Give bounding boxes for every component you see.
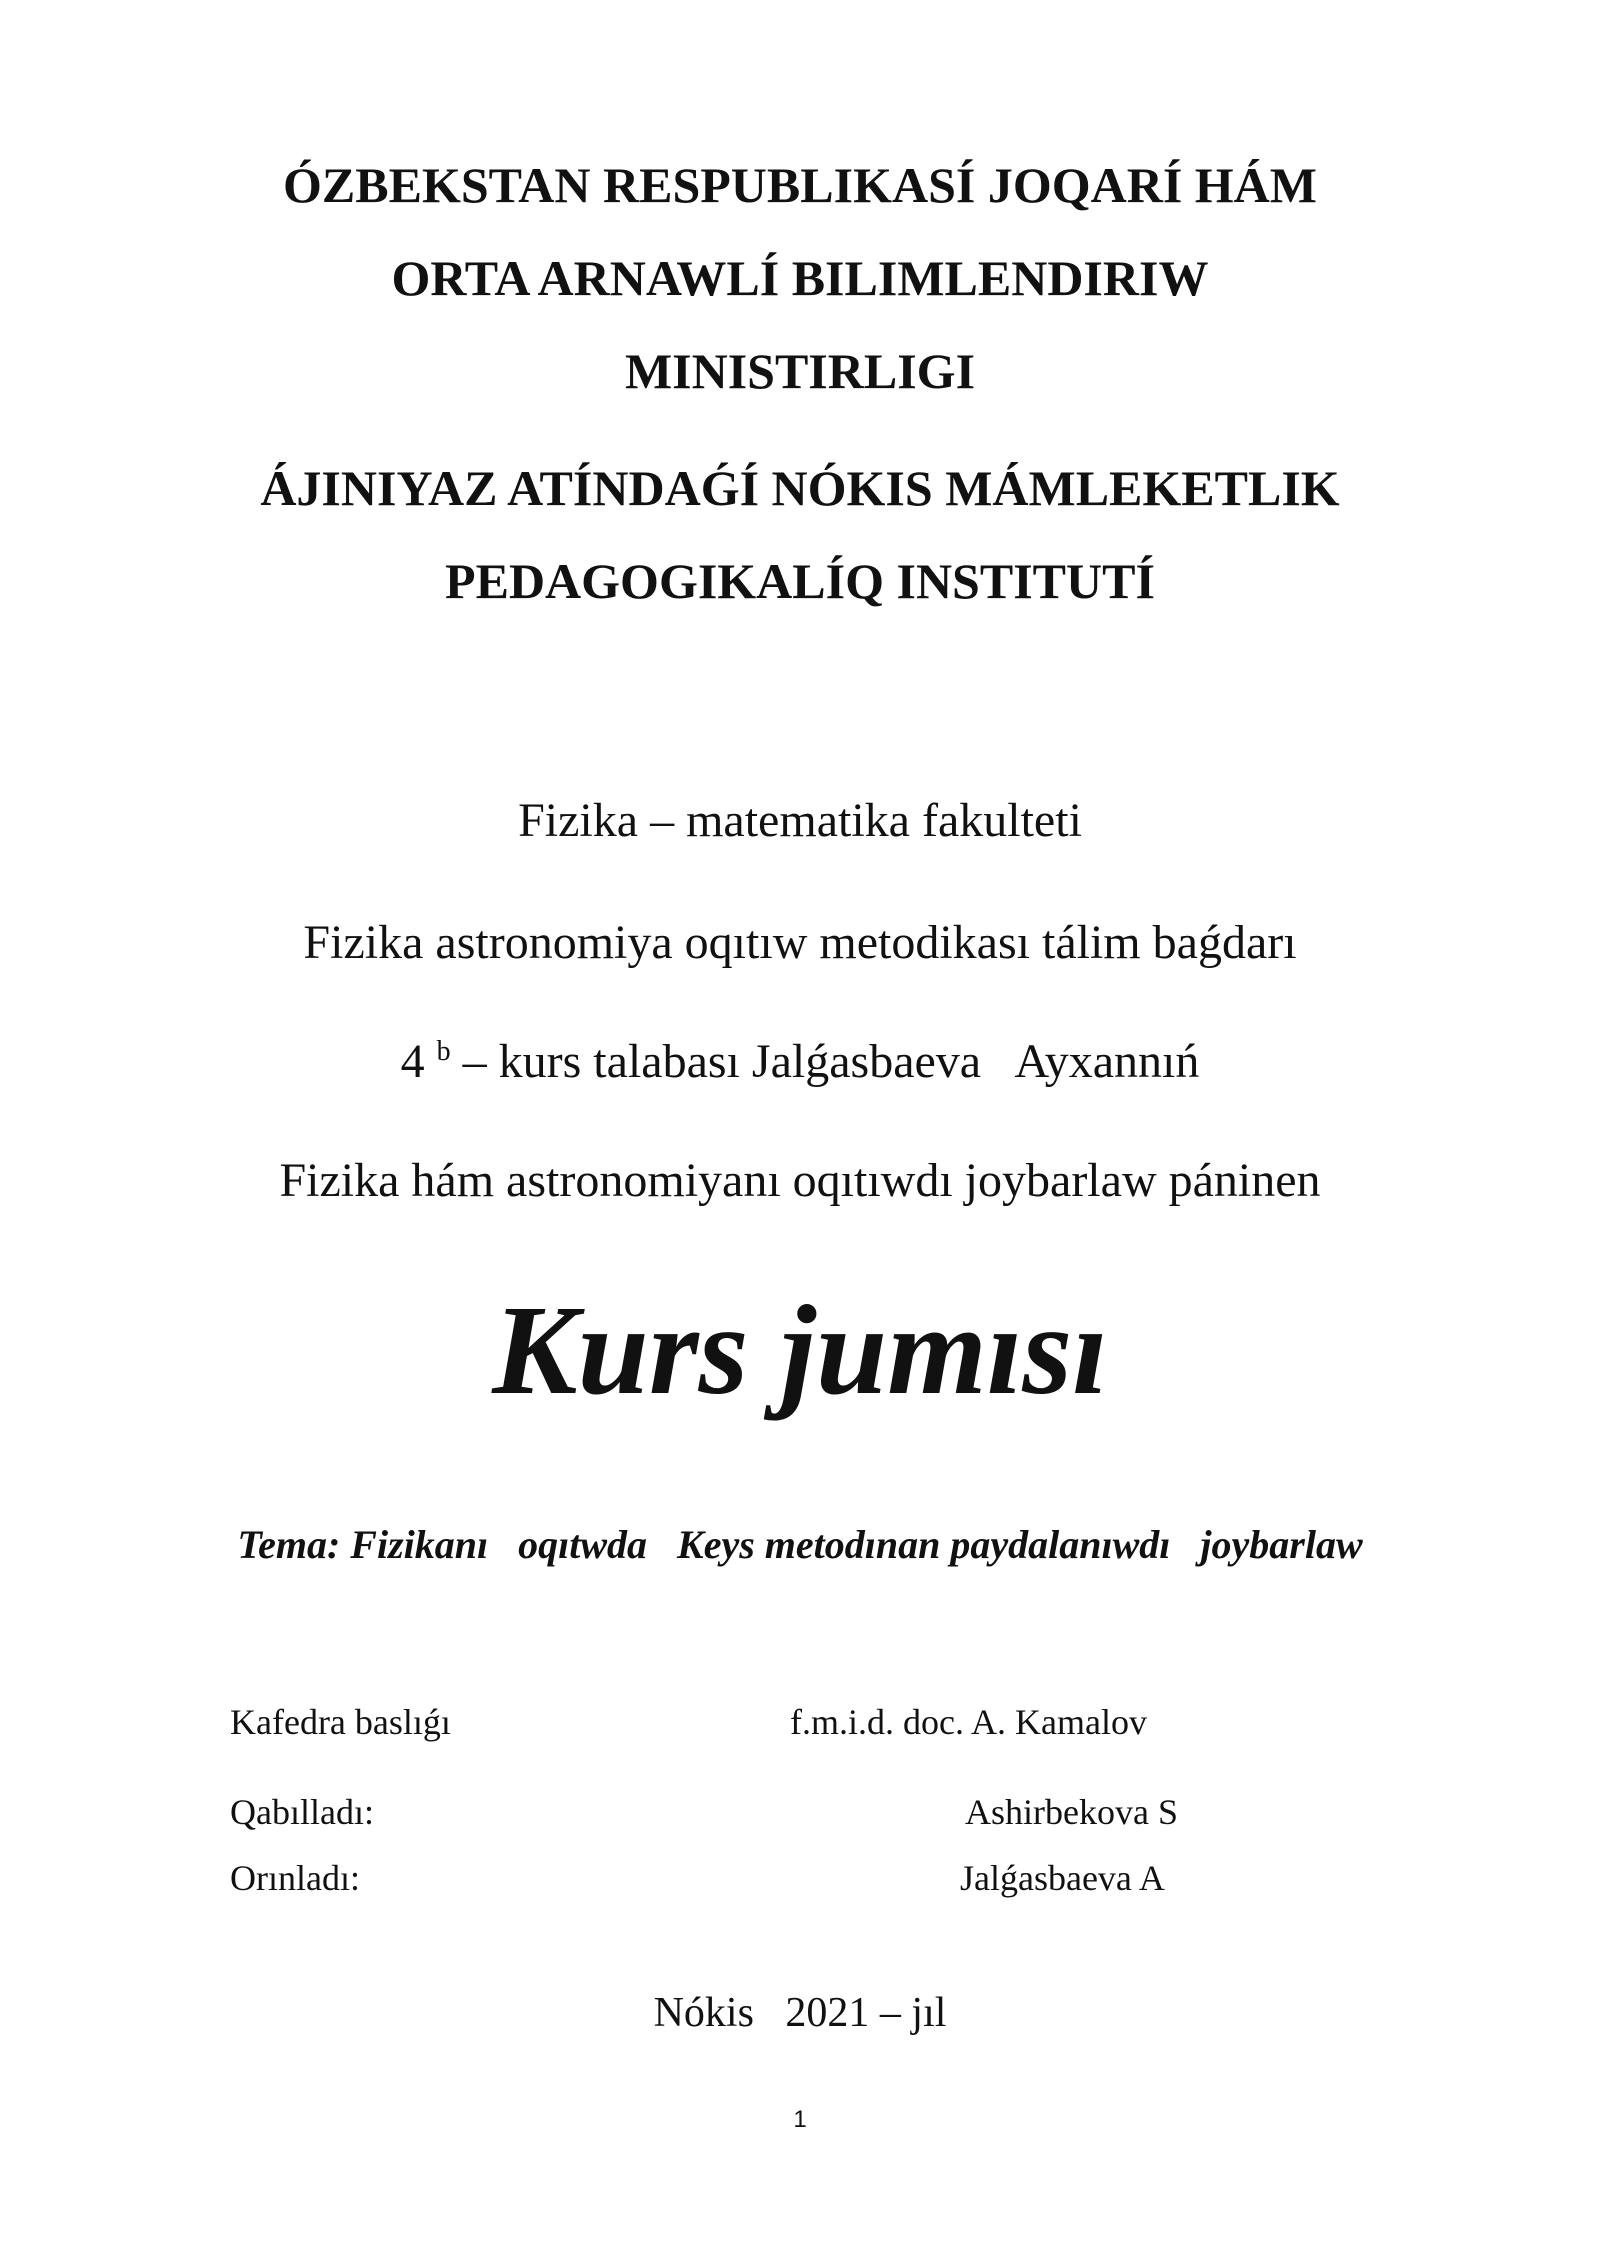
direction-line: Fizika astronomiya oqıtıw metodikası tálim baǵdarı (303, 916, 1297, 969)
accepted-label: Qabılladı: (230, 1792, 374, 1832)
place-year (0, 1985, 1600, 2041)
accepted-name: Ashirbekova S (965, 1792, 1178, 1832)
head-name: f.m.i.d. doc. A. Kamalov (790, 1702, 1147, 1742)
faculty-line: Fizika – matematika fakulteti (518, 794, 1082, 847)
subject-line: Fizika hám astronomiyanı oqıtıwdı joybarlaw páninen (279, 1154, 1321, 1207)
student-text: – kurs talabası Jalǵasbaeva Ayxannıń (462, 1035, 1200, 1088)
course-title: Kurs jumısı (492, 1279, 1108, 1421)
student-line (0, 1034, 1600, 1090)
performed-name: Jalǵasbaeva A (960, 1858, 1165, 1898)
course-superscript: b (436, 1036, 451, 1067)
ministry-line-3: MINISTIRLIGI (624, 343, 976, 399)
institute-line-2: PEDAGOGIKALÍQ INSTITUTÍ (445, 553, 1155, 609)
topic-line (0, 1520, 1600, 1570)
performed-label: Orınladı: (230, 1858, 360, 1898)
head-label: Kafedra baslıǵı (230, 1702, 451, 1742)
place-year-text: Nókis 2021 – jıl (653, 1990, 947, 2036)
ministry-line-2: ORTA ARNAWLÍ BILIMLENDIRIW (391, 250, 1209, 306)
ministry-line-1: ÓZBEKSTAN RESPUBLIKASÍ JOQARÍ HÁM (283, 157, 1317, 213)
page-number: 1 (793, 2106, 807, 2133)
course-number: 4 (400, 1035, 425, 1088)
topic-text: Tema: Fizikanı oqıtwda Keys metodınan paydalanıwdı joybarlaw (237, 1522, 1363, 1567)
institute-line-1: ÁJINIYAZ ATÍNDAǴÍ NÓKIS MÁMLEKETLIK (260, 460, 1340, 516)
